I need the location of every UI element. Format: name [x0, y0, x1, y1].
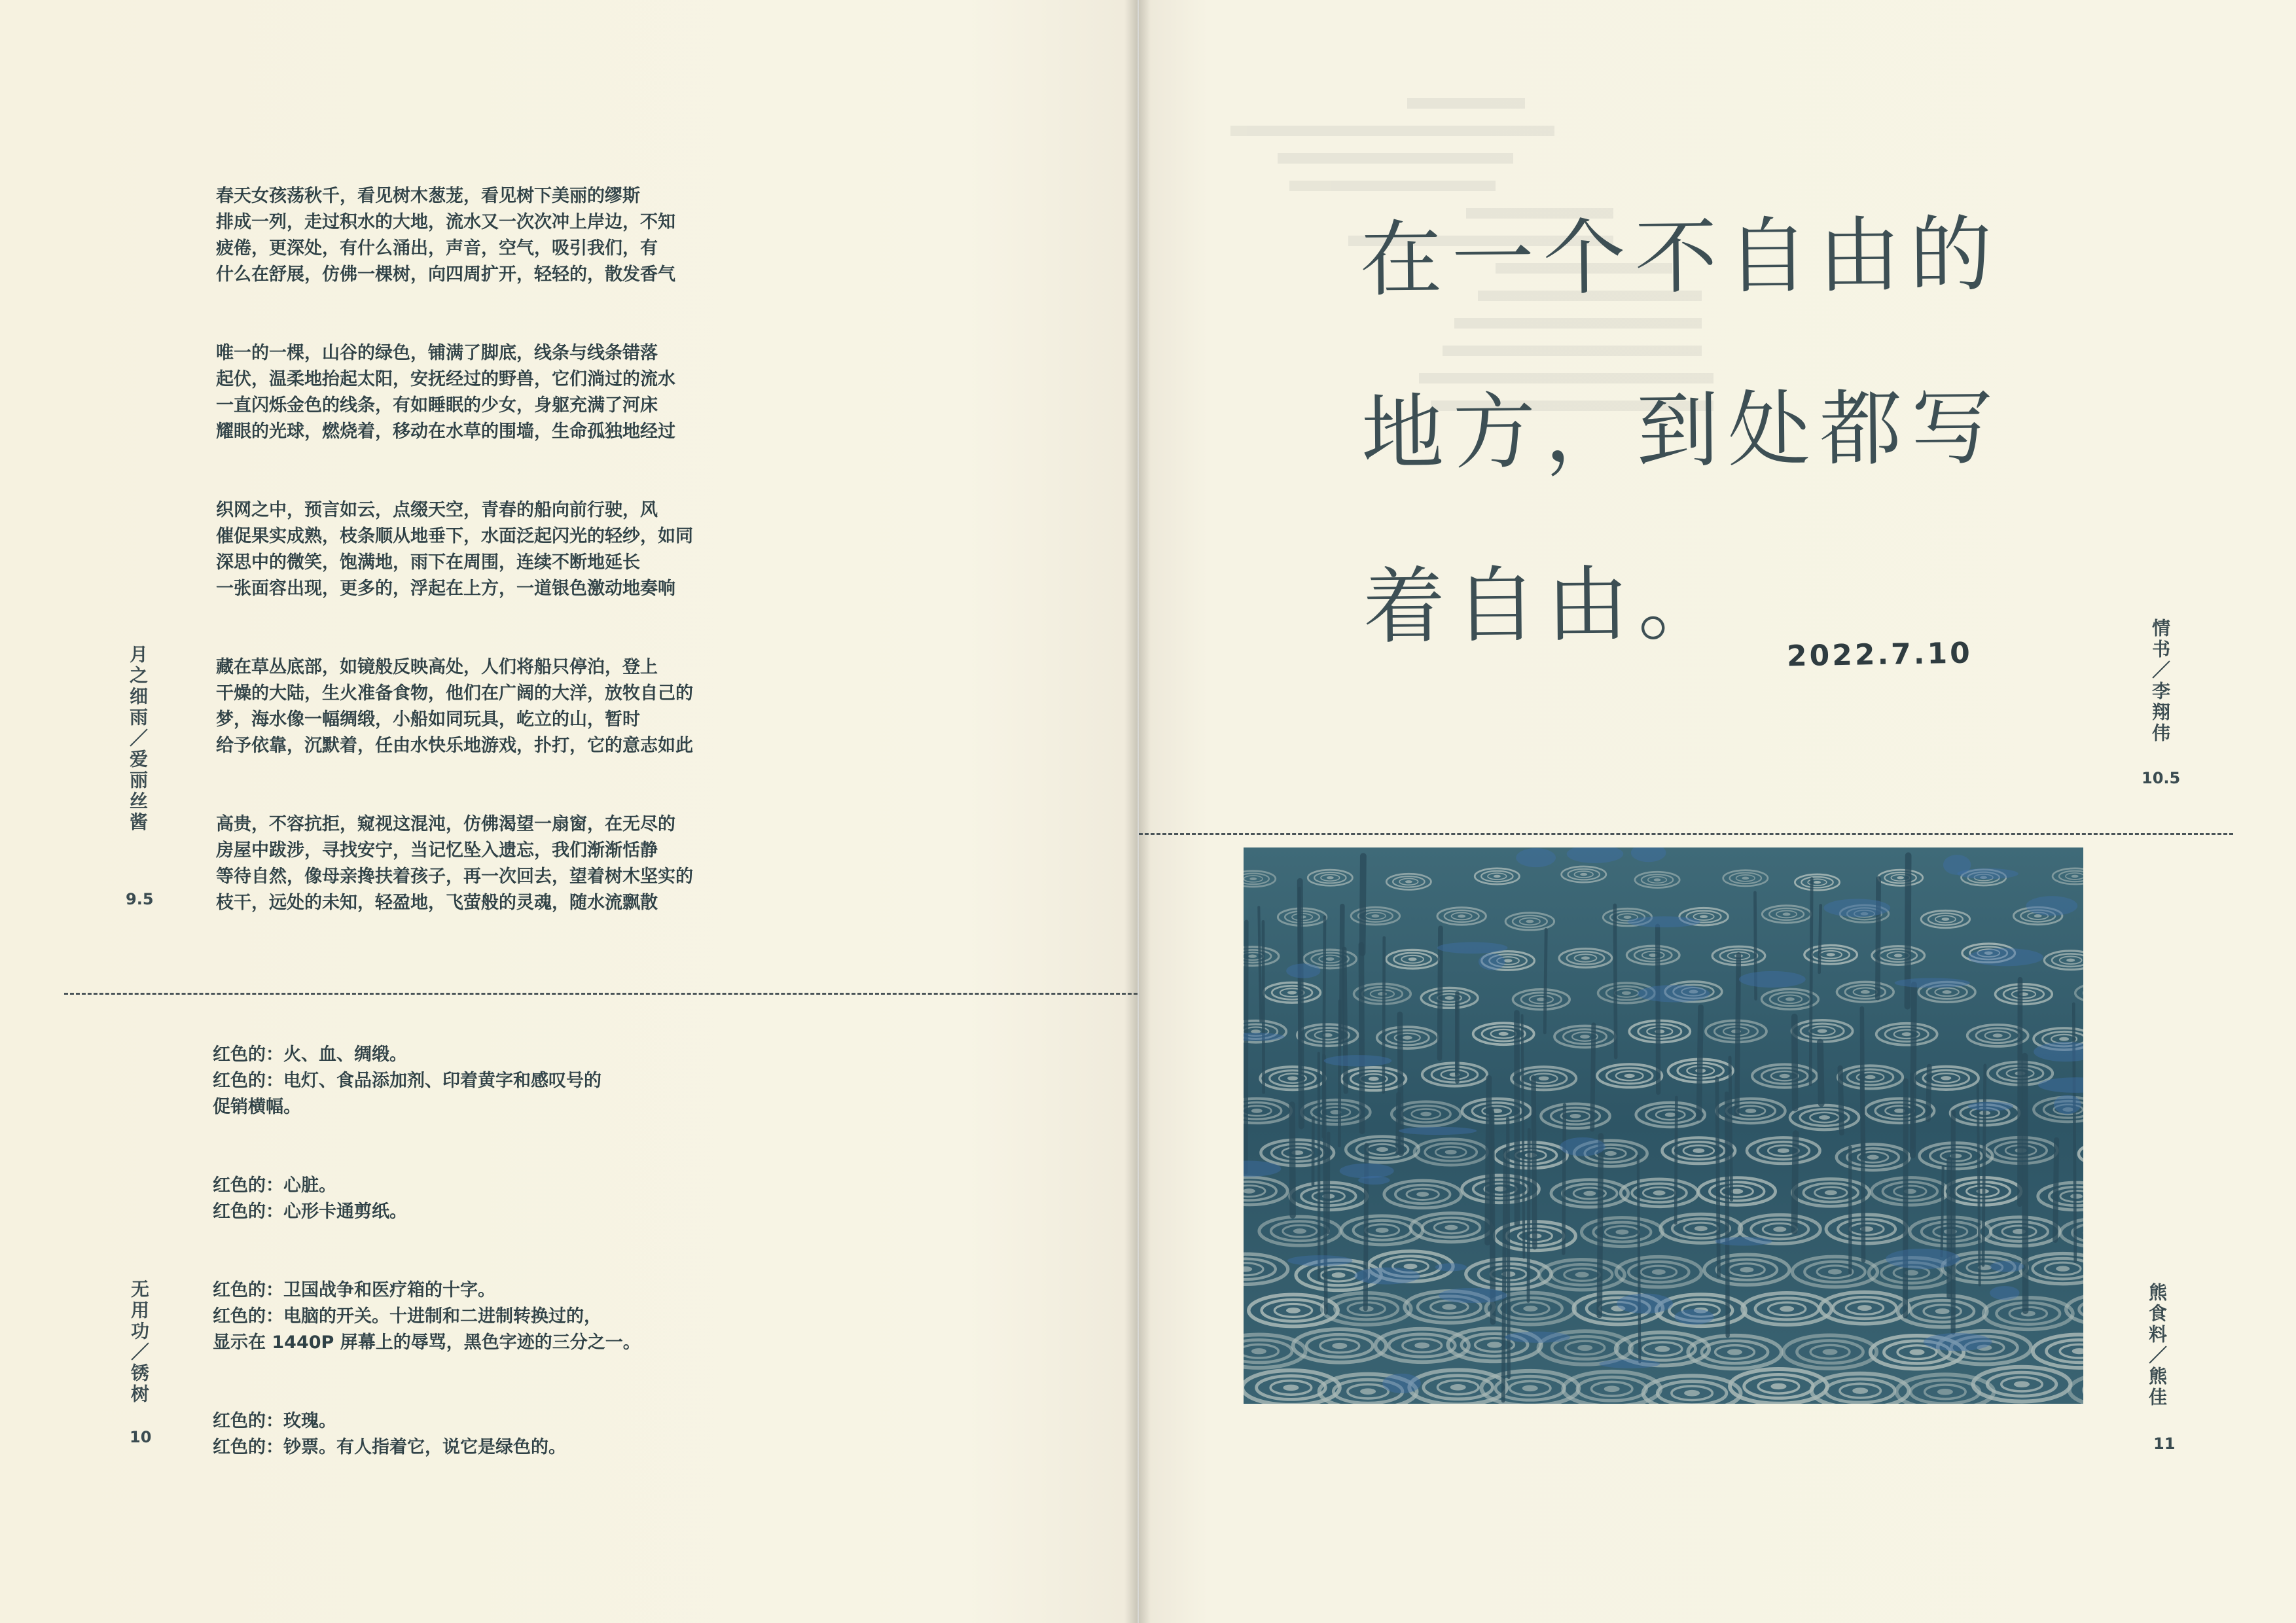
ripple-mark: [1511, 1067, 1576, 1090]
poem-stanza-4: 藏在草丛底部，如镜般反映高处，人们将船只停泊，登上 干燥的大陆，生火准备食物，他们在广阔的大洋，放牧自己的 梦，海水像一幅绸缎，小船如同玩具，屹立的山，暂时 给予依靠，沉默着，任由水快乐地游戏，扑打，它的意志如此: [216, 657, 693, 756]
blue-ink-dab: [1638, 985, 1710, 1002]
ripple-mark: [1308, 870, 1352, 885]
blue-ink-dab: [1324, 1055, 1392, 1066]
rain-streak: [1522, 1016, 1524, 1258]
ripple-mark: [1505, 913, 1554, 930]
ripple-mark: [1979, 1217, 2060, 1246]
blue-ink-dab: [1435, 1263, 1467, 1271]
ripple-mark: [1897, 1295, 1986, 1327]
rain-streak: [1488, 1078, 1489, 1243]
rain-streak: [1699, 1007, 1701, 1118]
poem-stanza-2: 唯一的一棵，山谷的绿色，铺满了脚底，线条与线条错落 起伏，温柔地抬起太阳，安抚经过的野兽，它们淌过的流水 一直闪烁金色的线条，有如睡眠的少女，身躯充满了河床 耀眼的光球，燃烧着，移动在水草的围墙，生命孤独地经过: [216, 343, 675, 442]
handwritten-note: [1359, 167, 2051, 693]
rain-streak: [1361, 945, 1362, 1132]
rain-streak: [1717, 1079, 1719, 1276]
blue-ink-dab: [1286, 963, 1320, 978]
ripple-mark: [1878, 870, 1923, 885]
rain-streak: [1658, 926, 1659, 1092]
ripple-mark: [1386, 874, 1431, 889]
rain-streak: [1638, 1156, 1640, 1362]
rain-streak: [1794, 1133, 1795, 1231]
poem-text-block: [216, 157, 779, 969]
ripple-mark: [1626, 946, 1679, 965]
vertical-title-love-letter: 情书／李翔伟: [2149, 618, 2171, 744]
rain-streak: [1534, 1078, 1535, 1247]
blue-ink-dab: [1968, 1102, 2013, 1111]
rain-streak: [2055, 1140, 2056, 1240]
poem-stanza-1: 春天女孩荡秋千，看见树木葱茏，看见树下美丽的缪斯 排成一列，走过积水的大地，流水又一次次冲上岸边，不知 疲倦，更深处，有什么涌出，声音，空气，吸引我们，有 什么在舒展，仿佛一棵树，向四周扩开，轻轻的，散发香气: [216, 186, 675, 285]
blue-ink-dab: [1943, 855, 1971, 875]
section-divider-right: [1139, 833, 2233, 835]
ripple-mark: [1914, 1067, 1979, 1090]
book-gutter: [1124, 0, 1151, 1623]
blue-ink-dab: [1924, 1333, 1992, 1351]
handwriting-line-3: 着自由。: [1362, 555, 1730, 655]
blue-ink-dab: [1287, 1255, 1352, 1266]
poem-stanza-3: 织网之中，预言如云，点缀天空，青春的船向前行驶，风 催促果实成熟，枝条顺从地垂下，水面泛起闪光的轻纱，如同 深思中的微笑，饱满地，雨下在周围，连续不断地延长 一张面容出现，更多的，浮起在上方，一道银色激动地奏响: [216, 500, 693, 599]
blue-ink-dab: [1516, 848, 1556, 867]
rain-streak: [1941, 1166, 1943, 1256]
blue-ink-dab: [1354, 1268, 1420, 1285]
ripple-mark: [1792, 1020, 1853, 1042]
blue-ink-dab: [1990, 1261, 2024, 1272]
blue-ink-dab: [2054, 1095, 2081, 1114]
ripple-mark: [1621, 1179, 1698, 1207]
red-stanza-3: 红色的：卫国战争和医疗箱的十字。 红色的：电脑的开关。十进制和二进制转换过的， 显示在 1440P 屏幕上的辱骂，黑色字迹的三分之一。: [213, 1280, 641, 1353]
ripple-mark: [1539, 1260, 1624, 1290]
blue-ink-dab: [1823, 899, 1890, 917]
ripple-mark: [1920, 1143, 1993, 1169]
ripple-mark: [1865, 1099, 1934, 1123]
ripple-mark: [1996, 984, 2053, 1005]
rain-streak: [1810, 879, 1812, 1085]
ripple-mark: [1581, 1218, 1662, 1247]
red-poem-text-block: [213, 1016, 749, 1513]
red-stanza-4: 红色的：玫瑰。 红色的：钞票。有人指着它，说它是绿色的。: [213, 1411, 566, 1457]
ripple-mark: [1297, 1024, 1358, 1046]
ripple-mark: [1742, 1293, 1831, 1325]
blue-ink-dab: [1715, 1237, 1772, 1245]
handwriting-line-1: 在一个不自由的: [1359, 206, 2002, 308]
handwritten-date: 2022.7.10: [1786, 636, 1973, 673]
red-stanza-2: 红色的：心脏。 红色的：心形卡通剪纸。: [213, 1175, 407, 1222]
blue-ink-dab: [1895, 978, 1970, 988]
ripple-mark: [1752, 1065, 1817, 1088]
ripple-mark: [1462, 1099, 1531, 1123]
rain-streak: [1344, 949, 1346, 1092]
blue-ink-dab: [2026, 896, 2077, 916]
ripple-mark: [1554, 1026, 1615, 1047]
ripple-mark: [1341, 1067, 1406, 1090]
ripple-mark: [1475, 868, 1519, 884]
blue-ink-dab: [1617, 1294, 1673, 1314]
blue-ink-dab: [1968, 948, 2043, 966]
ripple-mark: [1541, 1104, 1609, 1128]
blue-ink-dab: [1886, 1249, 1960, 1269]
rain-streak: [1246, 922, 1247, 1172]
rain-streak: [1398, 1094, 1399, 1152]
ripple-mark: [1377, 1027, 1438, 1048]
ripple-mark: [1837, 1144, 1910, 1170]
rain-streak: [1820, 1042, 1821, 1103]
red-stanza-1: 红色的：火、血、绸缎。 红色的：电灯、食品添加剂、印着黄字和感叹号的 促销横幅。: [213, 1044, 601, 1117]
rain-streak: [1730, 1058, 1732, 1200]
page-number-11: 11: [2153, 1435, 2176, 1453]
ripple-mark: [1422, 1063, 1487, 1086]
rain-streak: [1292, 1105, 1293, 1215]
ripple-mark: [1351, 907, 1399, 924]
ripple-mark: [1688, 1336, 1782, 1369]
ripple-mark: [1876, 1024, 1937, 1045]
poem-stanza-5: 高贵，不容抗拒，窥视这混沌，仿佛渴望一扇窗，在无尽的 房屋中跋涉，寻找安宁，当记忆坠入遗忘，我们渐渐恬静 等待自然，像母亲搀扶着孩子，再一次回去，望着树木坚实的 枝干，远处的未知，轻盈地，飞萤般的灵魂，随水流飘散: [216, 814, 693, 913]
vertical-title-bear-food: 熊食料／熊佳: [2146, 1283, 2168, 1408]
blue-ink-dab: [1560, 1137, 1605, 1156]
rain-streak: [1300, 881, 1301, 1126]
ripple-mark: [1790, 1105, 1859, 1130]
blue-ink-dab: [1340, 1164, 1394, 1179]
ripple-mark: [1635, 872, 1679, 887]
blue-ink-dab: [1479, 954, 1505, 971]
rain-streak: [1905, 1081, 1906, 1316]
ripple-mark: [1784, 1335, 1877, 1368]
blue-ink-dab: [1628, 916, 1700, 927]
rain-streak: [1983, 1065, 1985, 1265]
ripple-mark: [1838, 1065, 1903, 1088]
rain-streak: [1928, 1067, 1929, 1120]
ripple-mark: [1346, 1137, 1419, 1163]
ripple-mark: [1513, 990, 1570, 1010]
ripple-mark: [1384, 1181, 1462, 1208]
ripple-mark: [1871, 1177, 1948, 1205]
ripple-mark: [1698, 1178, 1776, 1205]
rain-streak: [1503, 1149, 1505, 1400]
ripple-mark: [1264, 982, 1321, 1003]
ripple-mark: [1437, 908, 1486, 925]
rain-ripples-artwork: [1244, 847, 2083, 1404]
ripple-mark: [1375, 1329, 1469, 1363]
ripple-mark: [1473, 1023, 1534, 1044]
ripple-mark: [1973, 1367, 2071, 1402]
vertical-title-useless-work: 无用功／锈树: [128, 1279, 150, 1405]
ripple-mark: [1414, 1139, 1488, 1166]
ripple-mark: [1421, 988, 1478, 1008]
ripple-mark: [1820, 1292, 1909, 1323]
page-number-10-5: 10.5: [2142, 769, 2181, 787]
blue-ink-dab: [1358, 1176, 1390, 1185]
blue-ink-dab: [1399, 1127, 1477, 1135]
rain-streak: [1840, 1068, 1842, 1133]
rain-streak: [1263, 921, 1264, 1092]
ripple-mark: [1260, 1067, 1325, 1090]
rain-streak: [1912, 984, 1914, 1155]
ripple-mark: [1293, 1329, 1387, 1363]
rain-streak: [1862, 1008, 1863, 1260]
ripple-mark: [1826, 1215, 1907, 1243]
ripple-mark: [1562, 866, 1606, 882]
ripple-mark: [1616, 1257, 1701, 1287]
handwriting-line-2: 地方，到处都写: [1361, 380, 2003, 482]
rain-streak: [1328, 1133, 1329, 1232]
ripple-mark: [1559, 949, 1612, 968]
blue-ink-dab: [1739, 971, 1806, 988]
ripple-mark: [1386, 950, 1439, 969]
rain-streak: [1592, 1025, 1594, 1130]
rain-streak: [2025, 1056, 2026, 1311]
ripple-mark: [1921, 910, 1969, 927]
rain-streak: [1564, 1105, 1565, 1253]
ripple-mark: [1795, 874, 1839, 890]
ripple-mark: [1747, 1137, 1820, 1164]
blue-ink-dab: [1439, 1288, 1507, 1303]
section-divider-left: [64, 993, 1138, 995]
blue-ink-dab: [1599, 1359, 1660, 1368]
page-number-9-5: 9.5: [126, 890, 154, 908]
ripple-mark: [1597, 1064, 1662, 1087]
ripple-mark: [1792, 1179, 1869, 1206]
page-number-10: 10: [130, 1428, 152, 1446]
rain-streak: [1600, 1135, 1601, 1315]
ripple-mark: [1837, 982, 1893, 1002]
left-page: [0, 0, 1138, 1623]
blue-ink-dab: [1990, 1286, 2019, 1300]
blue-ink-dab: [1505, 1332, 1570, 1343]
rain-streak: [1545, 929, 1546, 1033]
blue-ink-dab: [1382, 1374, 1421, 1393]
vertical-title-moon-rain: 月之细雨／爱丽丝酱: [127, 645, 149, 833]
blue-ink-dab: [1674, 1309, 1713, 1325]
ripple-mark: [1762, 906, 1810, 923]
ripple-mark: [1636, 1103, 1705, 1127]
ripple-mark: [1410, 1213, 1492, 1242]
rain-streak: [1528, 1130, 1529, 1301]
rain-streak: [1820, 905, 1821, 972]
blue-ink-dab: [1437, 942, 1508, 954]
ripple-mark: [1723, 870, 1768, 886]
rain-streak: [1737, 955, 1739, 1114]
rain-streak: [1323, 917, 1325, 1137]
